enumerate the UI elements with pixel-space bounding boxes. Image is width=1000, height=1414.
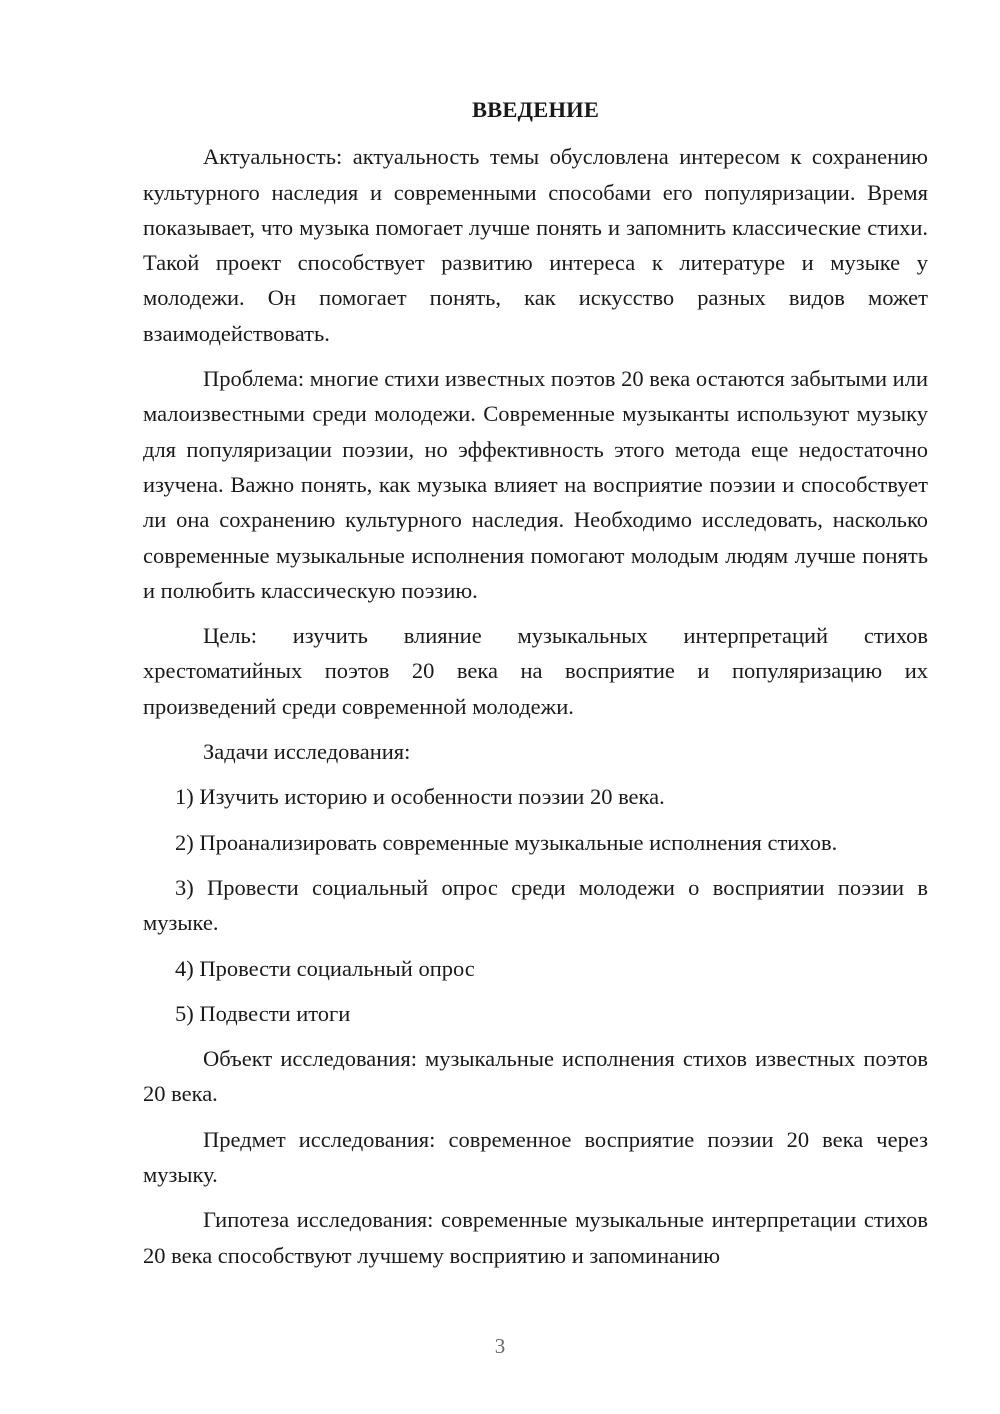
- document-page: [143, 92, 928, 1283]
- paragraph-hypothesis: Гипотеза исследования: современные музыкальные интерпретации стихов 20 века способствуют лучшему восприятию и запоминанию: [143, 1207, 928, 1268]
- task-item-3: 3) Провести социальный опрос среди молодежи о восприятии поэзии в музыке.: [143, 874, 928, 936]
- task-item-1: 1) Изучить историю и особенности поэзии 20 века.: [175, 784, 665, 810]
- task-item-5: 5) Подвести итоги: [175, 1000, 351, 1026]
- task-item-4: 4) Провести социальный опрос: [175, 955, 475, 981]
- paragraph-subject: Предмет исследования: современное восприятие поэзии 20 века через музыку.: [143, 1126, 928, 1188]
- paragraph-relevance: Актуальность: актуальность темы обусловлена интересом к сохранению культурного наследия и современными способами его популяризации. Время показывает, что музыка помогает лучше понять и запомнить классические стихи. Такой проект способствует развитию интереса к литературе и музыке у молодежи. Он помогает понять, как искусство разных видов может взаимодействовать.: [143, 144, 928, 346]
- paragraph-problem: Проблема: многие стихи известных поэтов 20 века остаются забытыми или малоизвестными среди молодежи. Современные музыканты используют музыку для популяризации поэзии, но эффективность этого метода еще недостаточно изучена. Важно понять, как музыка влияет на восприятие поэзии и способствует ли она сохранению культурного наследия. Необходимо исследовать, насколько современные музыкальные исполнения помогают молодым людям лучше понять и полюбить классическую поэзию.: [143, 366, 928, 603]
- page-number: 3: [494, 1334, 506, 1358]
- paragraph-tasks-heading: Задачи исследования:: [203, 739, 411, 765]
- paragraph-goal: Цель: изучить влияние музыкальных интерпретаций стихов хрестоматийных поэтов 20 века на восприятие и популяризацию их произведений среди современной молодежи.: [143, 623, 928, 719]
- paragraph-object: Объект исследования: музыкальные исполнения стихов известных поэтов 20 века.: [143, 1046, 928, 1107]
- section-title: ВВЕДЕНИЕ: [471, 97, 600, 122]
- task-item-2: 2) Проанализировать современные музыкальные исполнения стихов.: [175, 829, 838, 855]
